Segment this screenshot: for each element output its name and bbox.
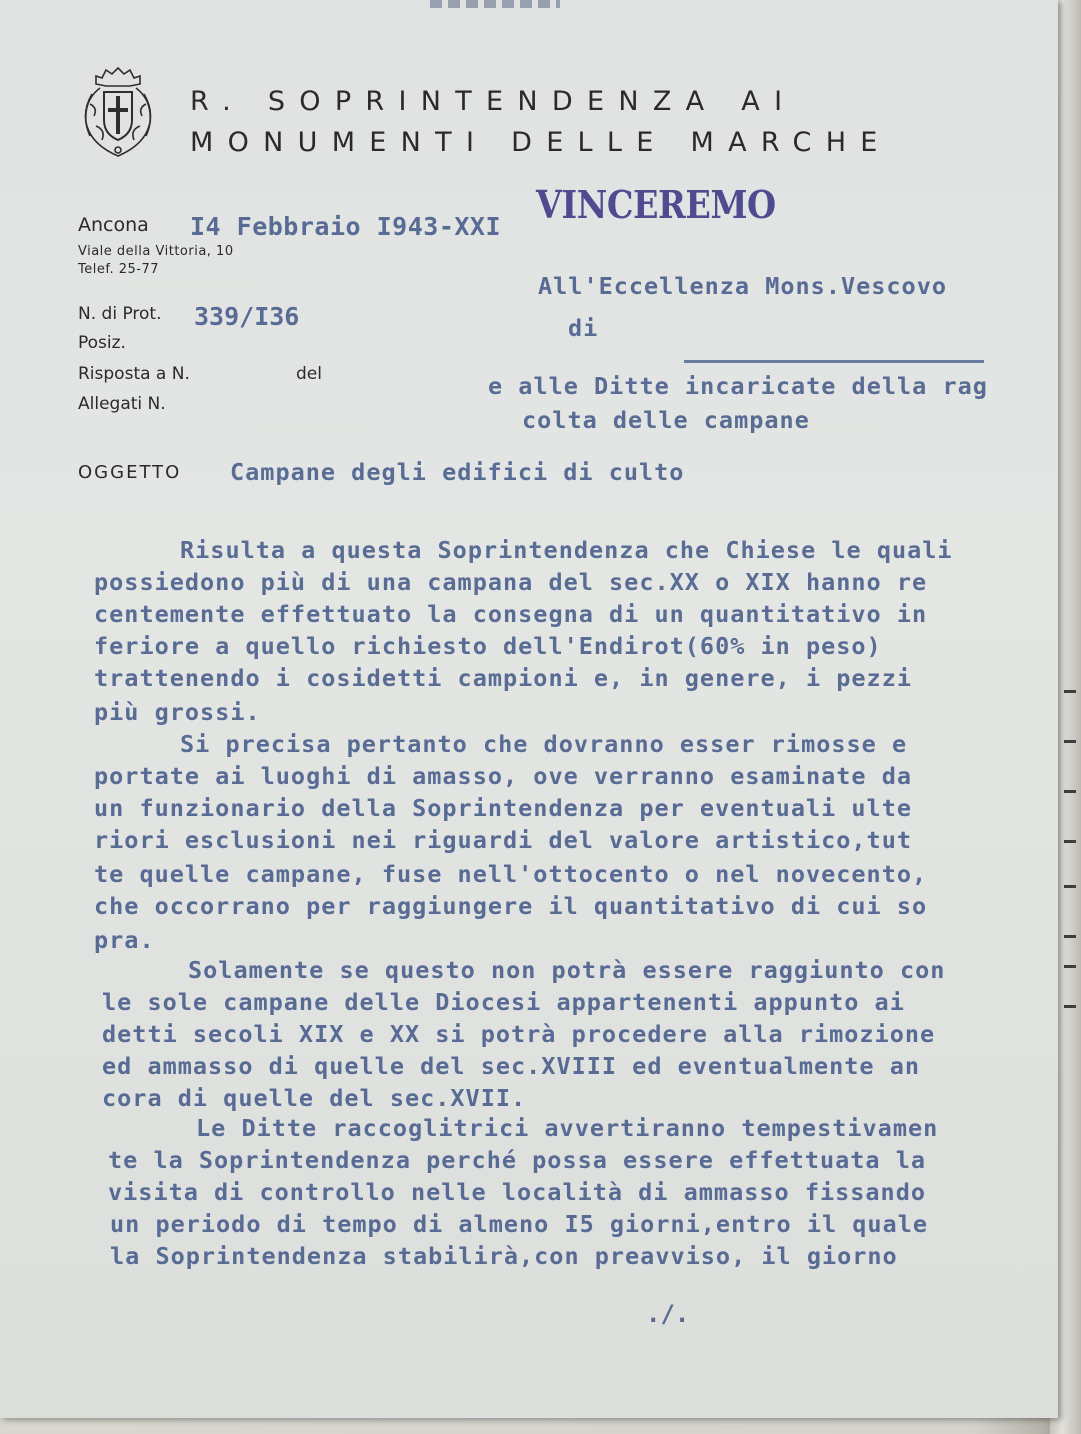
body-line: Risulta a questa Soprintendenza che Chiese le quali [180, 536, 953, 564]
recipient-line: colta delle campane [522, 406, 810, 434]
reply-label: Risposta a N. [78, 364, 190, 384]
body-line: che occorrano per raggiungere il quantitativo di cui so [94, 892, 928, 920]
body-line: te la Soprintendenza perché possa essere effettuata la [108, 1146, 927, 1174]
protocol-label: N. di Prot. [78, 304, 162, 324]
body-line: cora di quelle del sec.XVII. [102, 1084, 527, 1112]
body-line: riori esclusioni nei riguardi del valore artistico,tut [94, 826, 913, 854]
body-line: trattenendo i cosidetti campioni e, in genere, i pezzi [94, 664, 913, 692]
body-line: te quelle campane, fuse nell'ottocento o nel novecento, [94, 860, 928, 888]
letter-date: I4 Febbraio I943-XXI [190, 212, 502, 241]
protocol-number: 339/I36 [194, 302, 300, 331]
recipient-line: e alle Ditte incaricate della rag [488, 372, 988, 400]
continuation-mark: ./. [646, 1300, 690, 1328]
body-line: più grossi. [94, 698, 261, 726]
body-line: ed ammasso di quelle del sec.XVIII ed eventualmente an [102, 1052, 921, 1080]
subject-label: OGGETTO [78, 462, 182, 483]
torn-top-text [430, 0, 560, 8]
body-line: possiedono più di una campana del sec.XX o XIX hanno re [94, 568, 928, 596]
attachments-label: Allegati N. [78, 394, 166, 414]
body-line: Solamente se questo non potrà essere raggiunto con [188, 956, 946, 984]
recipient-line: di [568, 314, 599, 342]
body-line: un periodo di tempo di almeno I5 giorni,entro il quale [110, 1210, 929, 1238]
body-line: portate ai luoghi di amasso, ove verranno esaminate da [94, 762, 913, 790]
body-line: feriore a quello richiesto dell'Endirot(60% in peso) [94, 632, 882, 660]
body-line: centemente effettuato la consegna di un quantitativo in [94, 600, 928, 628]
body-line: detti secoli XIX e XX si potrà procedere alla rimozione [102, 1020, 936, 1048]
position-label: Posiz. [78, 333, 126, 353]
recipient-line: All'Eccellenza Mons.Vescovo [538, 272, 948, 300]
body-line: la Soprintendenza stabilirà,con preavviso, il giorno [110, 1242, 898, 1270]
letterhead-phone: Telef. 25-77 [78, 262, 160, 277]
coat-of-arms-icon [78, 64, 158, 160]
reply-date-label: del [296, 364, 322, 384]
letterhead-address: Viale della Vittoria, 10 [78, 244, 234, 259]
body-line: visita di controllo nelle località di ammasso fissando [108, 1178, 927, 1206]
letterhead-city: Ancona [78, 214, 149, 236]
body-line: Le Ditte raccoglitrici avvertiranno tempestivamen [196, 1114, 939, 1142]
body-line: pra. [94, 926, 155, 954]
letterhead-line-1: R. SOPRINTENDENZA AI [190, 86, 797, 117]
subject-text: Campane degli edifici di culto [230, 458, 685, 486]
recipient-underline [684, 360, 984, 363]
body-line: un funzionario della Soprintendenza per eventuali ulte [94, 794, 913, 822]
body-line: Si precisa pertanto che dovranno esser rimosse e [180, 730, 908, 758]
letterhead-line-2: MONUMENTI DELLE MARCHE [190, 127, 892, 158]
body-line: le sole campane delle Diocesi appartenenti appunto ai [102, 988, 905, 1016]
vinceremo-stamp: VINCEREMO [536, 182, 776, 227]
